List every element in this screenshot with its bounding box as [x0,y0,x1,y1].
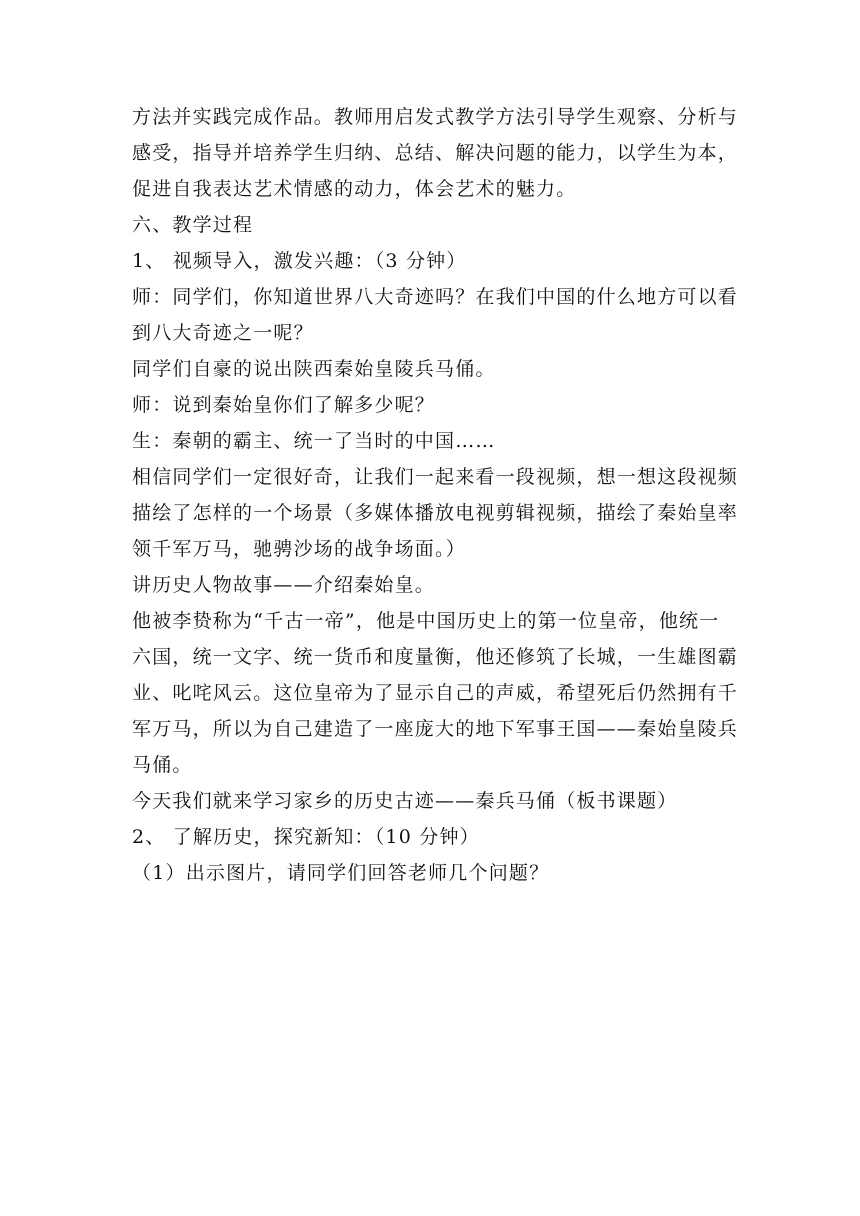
subsection-heading: 2、 了解历史，探究新知：（10 分钟） [132,826,480,848]
text-line: 相信同学们一定很好奇，让我们一起来看一段视频，想一想这段视频 [132,466,739,488]
text-line: 同学们自豪的说出陕西秦始皇陵兵马俑。 [132,358,496,380]
text-line: 促进自我表达艺术情感的动力，体会艺术的魅力。 [132,178,577,200]
text-line: （1）出示图片，请同学们回答老师几个问题？ [132,862,550,884]
text-line: 讲历史人物故事——介绍秦始皇。 [132,574,436,596]
text-line: 生：秦朝的霸主、统一了当时的中国…… [132,430,496,452]
text-line: 感受，指导并培养学生归纳、总结、解决问题的能力，以学生为本， [132,142,739,164]
section-heading: 六、教学过程 [132,214,254,236]
text-line: 今天我们就来学习家乡的历史古迹——秦兵马俑（板书课题） [132,790,678,812]
text-line: 他被李贽称为“千古一帝”，他是中国历史上的第一位皇帝，他统一 [132,610,720,632]
subsection-heading: 1、 视频导入，激发兴趣：（3 分钟） [132,250,467,272]
text-line: 到八大奇迹之一呢？ [132,322,314,344]
text-line: 描绘了怎样的一个场景（多媒体播放电视剪辑视频，描绘了秦始皇率 [132,502,739,524]
document-body [132,106,739,885]
text-line: 师：同学们，你知道世界八大奇迹吗？在我们中国的什么地方可以看 [132,286,739,308]
text-line: 方法并实践完成作品。教师用启发式教学方法引导学生观察、分析与 [132,106,739,128]
text-line: 马俑。 [132,754,193,776]
text-line: 军万马，所以为自己建造了一座庞大的地下军事王国——秦始皇陵兵 [132,718,739,740]
text-line: 业、叱咤风云。这位皇帝为了显示自己的声威，希望死后仍然拥有千 [132,682,739,704]
text-line: 六国，统一文字、统一货币和度量衡，他还修筑了长城，一生雄图霸 [132,646,739,668]
text-line: 领千军万马，驰骋沙场的战争场面。） [132,538,466,560]
text-line: 师：说到秦始皇你们了解多少呢？ [132,394,436,416]
